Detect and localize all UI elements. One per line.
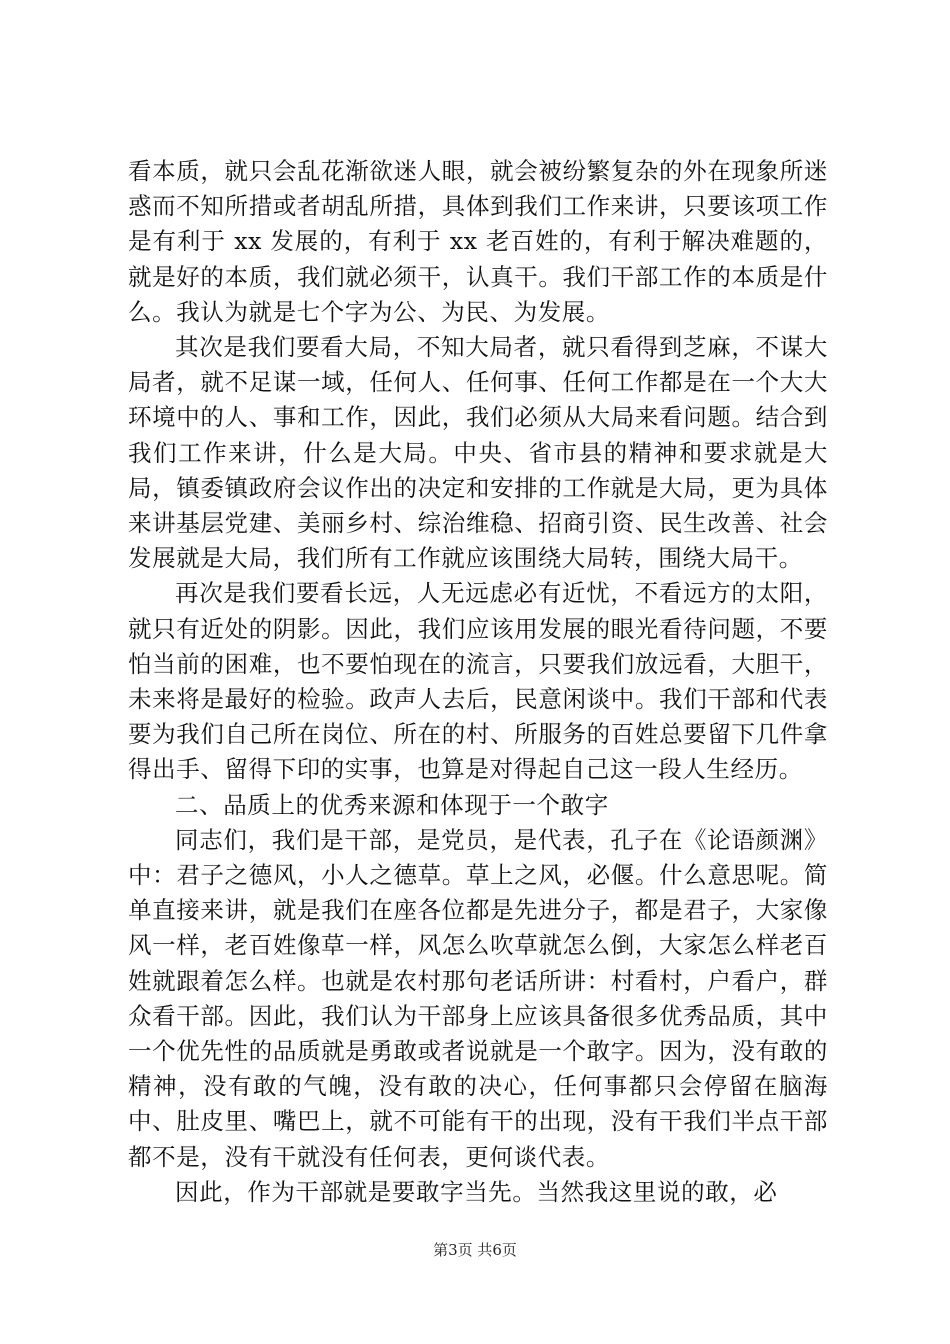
paragraph-therefore: 因此，作为干部就是要敢字当先。当然我这里说的敢，必	[175, 1177, 778, 1206]
paragraph-comrades: 同志们，我们是干部，是党员，是代表，孔子在《论语颜渊》中：君子之德风，小人之德草。草上之风，必偃。什么意思呢。简单直接来讲，就是我们在座各位都是先进分子，都是君子，大家像风一样，老百姓像草一样，风怎么吹草就怎么倒，大家怎么样老百姓就跟着怎么样。也就是农村那句老话所讲：村看村，户看户，群众看干部。因此，我们认为干部身上应该具备很多优秀品质，其中一个优先性的品质就是勇敢或者说就是一个敢字。因为，没有敢的精神，没有敢的气魄，没有敢的决心，任何事都只会停留在脑海中、肚皮里、嘴巴上，就不可能有干的出现，没有干我们半点干部都不是，没有干就没有任何表，更何谈代表。	[128, 825, 828, 1171]
paragraph-continued: 看本质，就只会乱花渐欲迷人眼，就会被纷繁复杂的外在现象所迷惑而不知所措或者胡乱所措，具体到我们工作来讲，只要该项工作是有利于 xx 发展的，有利于 xx 老百姓的，有利于解决难题的，就是好的本质，我们就必须干，认真干。我们干部工作的本质是什么。我认为就是七个字为公、为民、为发展。	[128, 157, 828, 326]
paragraph-long-term: 再次是我们要看长远，人无远虑必有近忧，不看远方的太阳，就只有近处的阴影。因此，我们应该用发展的眼光看待问题，不要怕当前的困难，也不要怕现在的流言，只要我们放远看，大胆干，未来将是最好的检验。政声人去后，民意闲谈中。我们干部和代表要为我们自己所在岗位、所在的村、所服务的百姓总要留下几件拿得出手、留得下印的实事，也算是对得起自己这一段人生经历。	[128, 579, 828, 784]
body-text	[128, 154, 828, 1210]
section-heading: 二、品质上的优秀来源和体现于一个敢字	[175, 790, 609, 819]
paragraph-big-picture: 其次是我们要看大局，不知大局者，就只看得到芝麻，不谋大局者，就不足谋一域，任何人、任何事、任何工作都是在一个大大环境中的人、事和工作，因此，我们必须从大局来看问题。结合到我们工作来讲，什么是大局。中央、省市县的精神和要求就是大局，镇委镇政府会议作出的决定和安排的工作就是大局，更为具体来讲基层党建、美丽乡村、综治维稳、招商引资、民生改善、社会发展就是大局，我们所有工作就应该围绕大局转，围绕大局干。	[128, 333, 828, 573]
page-footer: 第3页 共6页	[433, 1241, 517, 1259]
